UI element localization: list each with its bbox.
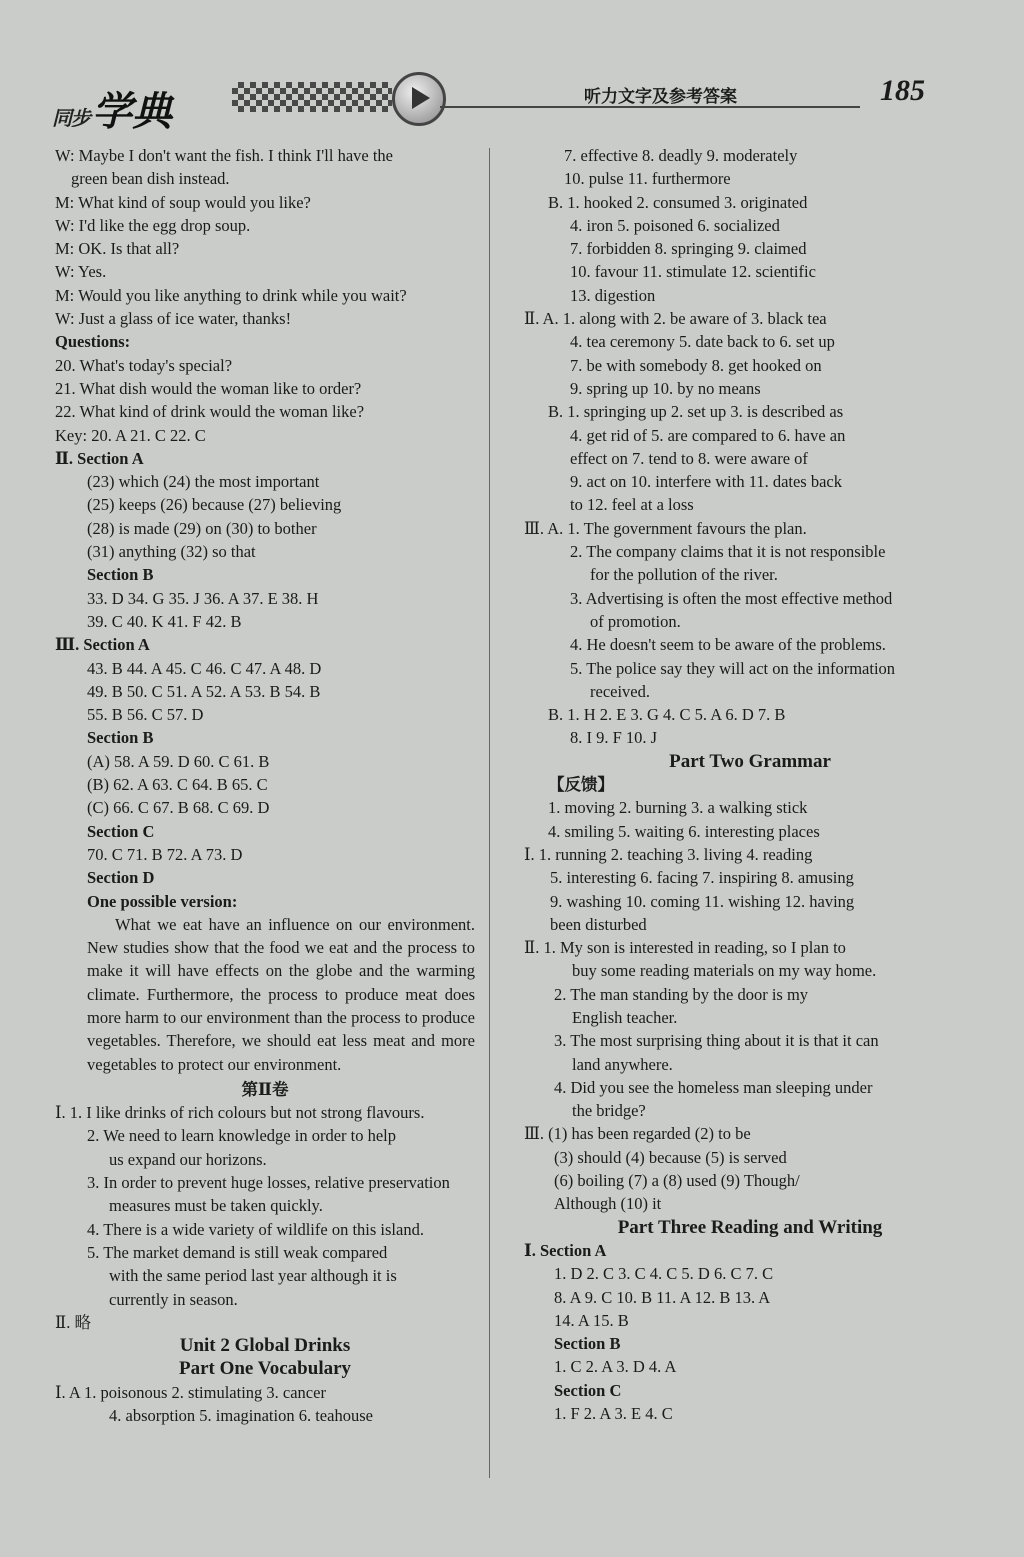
answer-line: Ⅲ. A. 1. The government favours the plan. bbox=[524, 518, 807, 538]
answer-line: (A) 58. A 59. D 60. C 61. B bbox=[87, 751, 270, 771]
answer-line: 10. favour 11. stimulate 12. scientific bbox=[570, 262, 816, 282]
question-line: 20. What's today's special? bbox=[55, 355, 233, 375]
question-line: 21. What dish would the woman like to order? bbox=[55, 378, 362, 398]
answer-line: Ⅲ. (1) has been regarded (2) to be bbox=[524, 1124, 751, 1144]
translation-line: with the same period last year although it is bbox=[109, 1266, 397, 1286]
answer-line: B. 1. H 2. E 3. G 4. C 5. A 6. D 7. B bbox=[548, 705, 786, 725]
answer-line: 7. forbidden 8. springing 9. claimed bbox=[570, 239, 807, 259]
part-heading: 第Ⅱ卷 bbox=[241, 1079, 289, 1099]
answer-line: 1. moving 2. burning 3. a walking stick bbox=[548, 798, 808, 818]
answer-line: 55. B 56. C 57. D bbox=[87, 705, 204, 725]
answer-line: 2. The company claims that it is not responsible bbox=[570, 542, 886, 562]
answer-line: 3. The most surprising thing about it is that it can bbox=[554, 1031, 879, 1051]
translation-line: measures must be taken quickly. bbox=[109, 1196, 323, 1216]
answer-line: Ⅱ. A. 1. along with 2. be aware of 3. black tea bbox=[524, 309, 827, 329]
section-heading: Section C bbox=[554, 1380, 622, 1400]
answer-line: been disturbed bbox=[550, 914, 647, 934]
page-number: 185 bbox=[880, 74, 925, 107]
answer-line: to 12. feel at a loss bbox=[570, 495, 694, 515]
answer-line: Although (10) it bbox=[554, 1194, 662, 1214]
feedback-heading: 【反馈】 bbox=[548, 775, 614, 795]
answer-line: (25) keeps (26) because (27) believing bbox=[87, 495, 342, 515]
checker-pattern bbox=[232, 82, 392, 112]
answer-line: land anywhere. bbox=[572, 1054, 673, 1074]
answer-line: English teacher. bbox=[572, 1007, 678, 1027]
question-line: 22. What kind of drink would the woman like? bbox=[55, 402, 365, 422]
answer-line: 1. F 2. A 3. E 4. C bbox=[554, 1404, 673, 1424]
answer-line: effect on 7. tend to 8. were aware of bbox=[570, 448, 808, 468]
answer-line: 4. smiling 5. waiting 6. interesting places bbox=[548, 821, 820, 841]
answer-key: Key: 20. A 21. C 22. C bbox=[55, 425, 206, 445]
translation-line: 2. We need to learn knowledge in order to help bbox=[87, 1126, 397, 1146]
answer-line: B. 1. springing up 2. set up 3. is described as bbox=[548, 402, 844, 422]
dialogue-line: W: Just a glass of ice water, thanks! bbox=[55, 309, 292, 329]
translation-line: currently in season. bbox=[109, 1289, 238, 1309]
dialogue-line: M: What kind of soup would you like? bbox=[55, 192, 311, 212]
answer-line: 9. washing 10. coming 11. wishing 12. having bbox=[550, 891, 855, 911]
answer-line: (B) 62. A 63. C 64. B 65. C bbox=[87, 775, 268, 795]
answer-line: 10. pulse 11. furthermore bbox=[564, 169, 731, 189]
version-heading: One possible version: bbox=[87, 891, 238, 911]
answer-line: received. bbox=[590, 681, 650, 701]
translation-line: 3. In order to prevent huge losses, relative preservation bbox=[87, 1173, 450, 1193]
answer-line: (6) boiling (7) a (8) used (9) Though/ bbox=[554, 1171, 800, 1191]
dialogue-line: W: Yes. bbox=[55, 262, 107, 282]
answer-line: 33. D 34. G 35. J 36. A 37. E 38. H bbox=[87, 588, 319, 608]
answer-line: Ⅱ. 1. My son is interested in reading, so I plan to bbox=[524, 938, 846, 958]
translation-line: us expand our horizons. bbox=[109, 1149, 267, 1169]
answer-line: B. 1. hooked 2. consumed 3. originated bbox=[548, 192, 808, 212]
answer-line: 13. digestion bbox=[570, 285, 656, 305]
section-heading: Ⅲ. Section A bbox=[55, 635, 150, 655]
column-divider bbox=[489, 148, 490, 1478]
answer-line: 8. A 9. C 10. B 11. A 12. B 13. A bbox=[554, 1287, 771, 1307]
answer-line: 9. act on 10. interfere with 11. dates back bbox=[570, 472, 843, 492]
answer-line: 4. Did you see the homeless man sleeping under bbox=[554, 1077, 873, 1097]
answer-line: 5. interesting 6. facing 7. inspiring 8. amusing bbox=[550, 868, 854, 888]
answer-line: (C) 66. C 67. B 68. C 69. D bbox=[87, 798, 270, 818]
translation-line: Ⅰ. 1. I like drinks of rich colours but not strong flavours. bbox=[55, 1103, 425, 1123]
section-heading: Ⅱ. Section A bbox=[55, 448, 144, 468]
answer-line: (28) is made (29) on (30) to bother bbox=[87, 518, 317, 538]
answer-line: 7. effective 8. deadly 9. moderately bbox=[564, 146, 798, 165]
dialogue-line: green bean dish instead. bbox=[71, 169, 230, 189]
answer-line: 49. B 50. C 51. A 52. A 53. B 54. B bbox=[87, 681, 321, 701]
section-heading: Section C bbox=[87, 821, 155, 841]
translation-line: 4. There is a wide variety of wildlife on this island. bbox=[87, 1219, 424, 1239]
answer-line: 70. C 71. B 72. A 73. D bbox=[87, 844, 243, 864]
answer-line: of promotion. bbox=[590, 611, 681, 631]
book-logo: 同步学典 bbox=[52, 89, 172, 135]
answer-line: 5. The police say they will act on the information bbox=[570, 658, 896, 678]
answer-line: Ⅱ. 略 bbox=[55, 1312, 91, 1332]
dialogue-line: M: Would you like anything to drink while you wait? bbox=[55, 285, 407, 305]
answer-line: 1. D 2. C 3. C 4. C 5. D 6. C 7. C bbox=[554, 1264, 774, 1284]
answer-line: 8. I 9. F 10. J bbox=[570, 728, 658, 748]
unit-title: Unit 2 Global Drinks bbox=[179, 1335, 351, 1357]
part-title: Part One Vocabulary bbox=[178, 1358, 352, 1380]
answer-line: 4. get rid of 5. are compared to 6. have an bbox=[570, 425, 846, 445]
answer-line: 7. be with somebody 8. get hooked on bbox=[570, 355, 822, 375]
header-title: 听力文字及参考答案 bbox=[584, 87, 737, 107]
answer-line: 4. tea ceremony 5. date back to 6. set up bbox=[570, 332, 835, 352]
questions-heading: Questions: bbox=[55, 332, 131, 352]
answer-line: 2. The man standing by the door is my bbox=[554, 984, 809, 1004]
answer-line: 4. absorption 5. imagination 6. teahouse bbox=[109, 1406, 373, 1426]
part-title: Part Three Reading and Writing bbox=[617, 1216, 883, 1238]
left-column bbox=[55, 144, 475, 1427]
section-heading: Section B bbox=[87, 728, 154, 748]
dialogue-line: W: I'd like the egg drop soup. bbox=[55, 215, 251, 235]
translation-line: 5. The market demand is still weak compared bbox=[87, 1242, 388, 1262]
answer-line: buy some reading materials on my way home. bbox=[572, 961, 877, 981]
answer-line: 1. C 2. A 3. D 4. A bbox=[554, 1357, 677, 1377]
answer-line: Ⅰ. 1. running 2. teaching 3. living 4. reading bbox=[524, 844, 813, 864]
play-icon bbox=[392, 72, 446, 126]
answer-line: 39. C 40. K 41. F 42. B bbox=[87, 611, 242, 631]
right-column bbox=[524, 144, 960, 1425]
answer-line: (3) should (4) because (5) is served bbox=[554, 1147, 787, 1167]
page-header bbox=[0, 0, 1024, 140]
essay-paragraph: What we eat have an influence on our environment. New studies show that the food we eat and the process to make it will have effects on the globe and the warming climate. Furthermore, the process to produce meat does more harm to our environment than the process to produce vegetables. Therefore, we should eat less meat and more vegetables to protect our environment. bbox=[87, 914, 475, 1074]
answer-line: 9. spring up 10. by no means bbox=[570, 378, 761, 398]
part-title: Part Two Grammar bbox=[669, 750, 831, 772]
dialogue-line: W: Maybe I don't want the fish. I think I'll have the bbox=[55, 146, 394, 165]
answer-line: for the pollution of the river. bbox=[590, 565, 778, 585]
answer-line: (23) which (24) the most important bbox=[87, 472, 320, 492]
answer-line: (31) anything (32) so that bbox=[87, 542, 256, 562]
dialogue-line: M: OK. Is that all? bbox=[55, 239, 180, 259]
answer-line: 14. A 15. B bbox=[554, 1310, 629, 1330]
answer-line: 4. He doesn't seem to be aware of the problems. bbox=[570, 635, 886, 655]
section-heading: Section B bbox=[87, 565, 154, 585]
answer-line: Ⅰ. A 1. poisonous 2. stimulating 3. cancer bbox=[55, 1382, 326, 1402]
section-heading: Ⅰ. Section A bbox=[524, 1240, 607, 1260]
section-heading: Section D bbox=[87, 868, 155, 888]
section-heading: Section B bbox=[554, 1334, 621, 1354]
answer-line: 4. iron 5. poisoned 6. socialized bbox=[570, 215, 780, 235]
answer-line: 43. B 44. A 45. C 46. C 47. A 48. D bbox=[87, 658, 322, 678]
answer-line: 3. Advertising is often the most effective method bbox=[570, 588, 893, 608]
answer-line: the bridge? bbox=[572, 1101, 646, 1121]
